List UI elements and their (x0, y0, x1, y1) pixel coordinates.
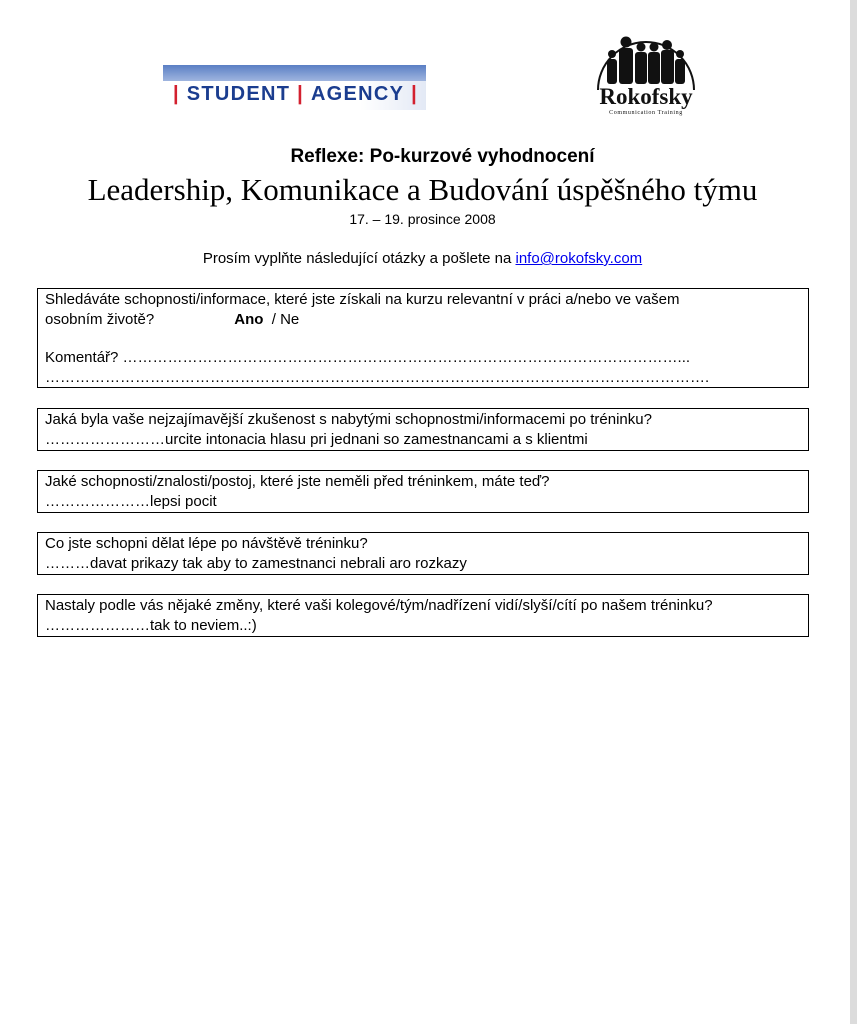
rokofsky-name: Rokofsky (599, 84, 693, 109)
question-5-text: Nastaly podle vás nějaké změny, které vaši kolegové/tým/nadřízení vidí/slyší/cítí po našem tréninku? (45, 597, 713, 614)
student-agency-logo (163, 65, 426, 110)
answer-yes-option: Ano (234, 311, 264, 328)
instruction-text (0, 250, 845, 267)
student-agency-wordmark: | STUDENT | AGENCY | (173, 83, 419, 105)
question-4-answer: ………davat prikazy tak aby to zamestnanci nebrali aro rozkazy (45, 555, 467, 572)
question-box-5 (37, 594, 809, 637)
course-dates: 17. – 19. prosince 2008 (349, 211, 496, 227)
question-3-text: Jaké schopnosti/znalosti/postoj, které jste neměli před tréninkem, máte teď? (45, 473, 550, 490)
question-box-1 (37, 288, 809, 388)
instruction-sentence: Prosím vyplňte následující otázky a pošlete na (202, 250, 512, 267)
email-link[interactable]: info@rokofsky.com (515, 250, 643, 267)
rokofsky-logo (590, 32, 705, 118)
document-title: Leadership, Komunikace a Budování úspěšného týmu (87, 172, 758, 207)
question-1-text: osobním životě? (45, 311, 155, 328)
question-box-2 (37, 408, 809, 451)
comment-line-2: ……………………………………………………………………………………………………………………. (45, 369, 710, 386)
logo-word-agency: AGENCY (310, 83, 405, 105)
question-1-line-1: Shledáváte schopnosti/informace, které jste získali na kurzu relevantní v práci a/nebo ve vašem (45, 291, 680, 308)
logo-band-top (163, 65, 426, 81)
question-3-answer: …………………lepsi pocit (45, 493, 217, 510)
spacer (45, 330, 801, 348)
question-2-answer: ……………………urcite intonacia hlasu pri jednani so zamestnancami a s klientmi (45, 431, 588, 448)
question-box-4 (37, 532, 809, 575)
question-1-line-2 (45, 310, 801, 330)
comment-line-1: Komentář? …………………………………………………………………………………………………... (45, 349, 691, 366)
question-5-answer: …………………tak to neviem..:) (45, 617, 257, 634)
question-4-text: Co jste schopni dělat lépe po návštěvě tréninku? (45, 535, 368, 552)
logo-word-student: STUDENT (186, 83, 291, 105)
question-2-text: Jaká byla vaše nejzajímavější zkušenost s nabytými schopnostmi/informacemi po tréninku? (45, 411, 652, 428)
question-box-3 (37, 470, 809, 513)
answer-no-option: / Ne (271, 311, 300, 328)
document-subtitle: Reflexe: Po-kurzové vyhodnocení (290, 146, 595, 167)
rokofsky-tagline: Communication Training (609, 110, 683, 116)
